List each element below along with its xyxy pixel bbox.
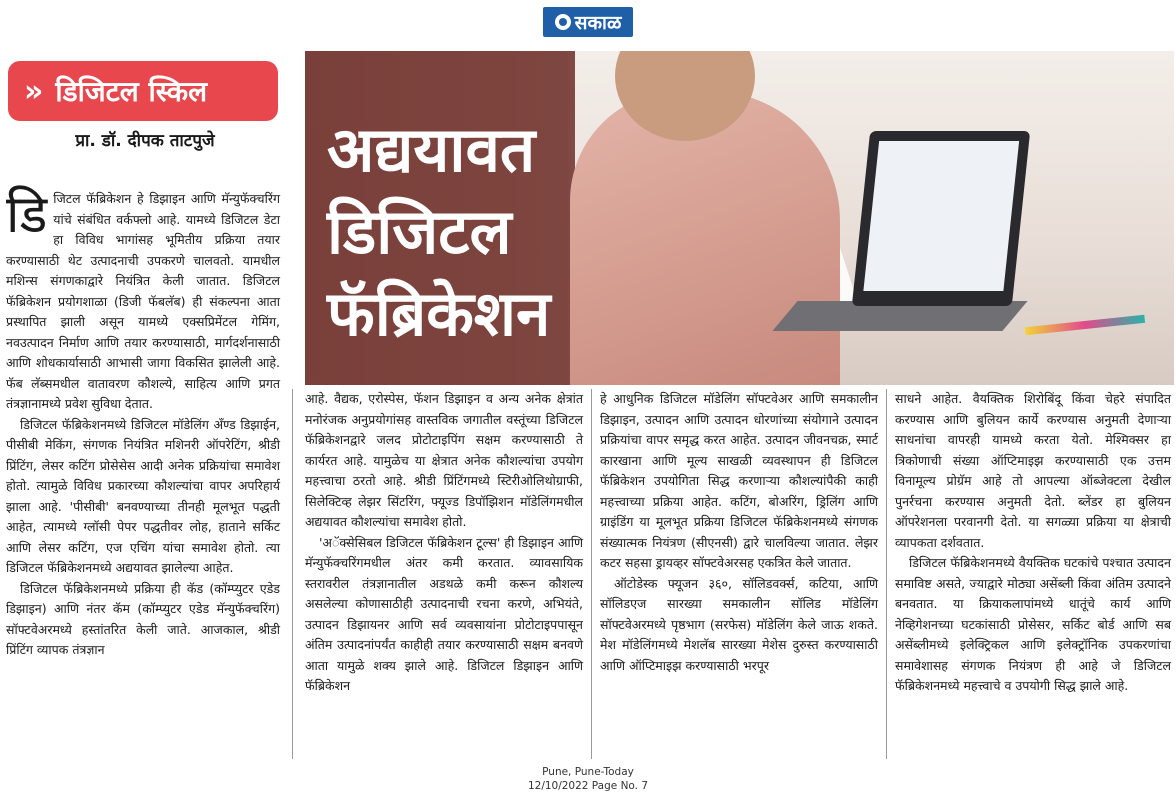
page-footer <box>520 765 656 793</box>
article-paragraph: 'अॅक्सेसिबल डिजिटल फॅब्रिकेशन टूल्स' ही डिझाइन आणि मॅन्युफॅक्चरिंगमधील अंतर कमी करतात. व्यावसायिक स्तरावरील तंत्रज्ञानातील अडथळे कमी करून कौशल्य असलेल्या कोणासाठीही उत्पादनाची रचना करणे, अभियंते, उत्पादन डिझायनर आणि सर्व व्यवसायांना प्रोटोटाइपपासून अंतिम उत्पादनांपर्यंत काहीही तयार करण्यासाठी सक्षम बनवणे आता यामुळे शक्य झाले आहे. डिजिटल डिझाइन आणि फॅब्रिकेशन <box>305 534 583 693</box>
sakal-logo-icon <box>555 14 571 30</box>
footer-date-page: 12/10/2022 Page No. 7 <box>527 780 649 792</box>
masthead-logo <box>543 7 633 37</box>
column-divider <box>292 389 293 759</box>
column-divider <box>591 389 592 759</box>
article-column-2 <box>305 389 583 697</box>
column-tag-label: डिजिटल स्किल <box>55 75 208 108</box>
headline-line-2: डिजिटल <box>327 195 512 268</box>
article-paragraph: साधने आहेत. वैयक्तिक शिरोबिंदू किंवा चेहरे संपादित करण्यास आणि बुलियन कार्ये करण्यास अनुमती देणाऱ्या साधनांचा वापरही यामध्ये करता येतो. मेश्मिक्सर हा त्रिकोणाची संख्या ऑप्टिमाइझ करण्यासाठी एक उत्तम विनामूल्य प्रोग्रॅम आहे तो आपल्या ऑब्जेक्टला देखील पुनर्रचना करण्यास अनुमती देतो. ब्लेंडर हा बुलियन ऑपरेशनला परवानगी देतो. या सगळ्या प्रक्रिया या क्षेत्राची व्यापकता दर्शवतात. <box>895 391 1171 550</box>
article-paragraph <box>6 185 280 415</box>
article-column-4 <box>895 389 1171 697</box>
article-column-3 <box>600 389 878 676</box>
drop-cap: डि <box>6 185 48 245</box>
paragraph-text: जिटल फॅब्रिकेशन हे डिझाइन आणि मॅन्युफॅक्चरिंग यांचे संबंधित वर्कफ्लो आहे. यामध्ये डिजिटल डेटा हा विविध भागांसह भूमितीय प्रक्रिया तयार करण्यासाठी थेट उत्पादनाची उपकरणे चालवतो. यामधील मशिन्स संगणकाद्वारे नियंत्रित केली जातात. डिजिटल फॅब्रिकेशन प्रयोगशाळा (डिजी फॅबलॅब) ही संकल्पना आता प्रस्थापित झाली असून यामध्ये एक्सप्रिमेंटल गेमिंग, नवउत्पादन निर्माण आणि तयार करण्यासाठी, मार्गदर्शनासाठी आणि शोधकार्यासाठी आभासी जागा विकसित झालेली आहे. फॅब लॅब्समधील वातावरण कौशल्ये, साहित्य आणि प्रगत तंत्रज्ञानामध्ये प्रवेश सुविधा देतात. <box>6 191 280 411</box>
headline-photo-panel <box>305 51 1174 385</box>
footer-edition: Pune, Pune-Today <box>542 766 634 778</box>
double-chevron-right-icon: » <box>24 73 44 109</box>
headline <box>327 109 667 355</box>
column-divider <box>886 389 887 759</box>
column-tag <box>8 61 278 121</box>
laptop-display <box>863 141 1019 291</box>
author-byline: प्रा. डॉ. दीपक ताटपुजे <box>75 131 215 151</box>
article-paragraph: डिजिटल फॅब्रिकेशनमध्ये डिजिटल मॉडेलिंग अँण्ड डिझाईन, पीसीबी मेकिंग, संगणक नियंत्रित मशिनरी ऑपरेटिंग, श्रीडी प्रिंटिंग, लेसर कटिंग प्रोसेसेस आदी अनेक प्रक्रियांचा समावेश होतो. त्यामुळे विविध प्रकारच्या कौशल्यांचा वापर अपरिहार्य झाला आहे. 'पीसीबी' बनवण्याच्या तीनही मूलभूत पद्धती आहेत, त्यामध्ये ग्लॉसी पेपर पद्धतीवर लोह, हाताने सर्किट आणि लेसर कटिंग, एज एचिंग यांचा समावेश होतो. त्या डिजिटल फॅब्रिकेशनमध्ये अद्ययावत झालेल्या आहेत. <box>6 416 280 575</box>
article-column-1 <box>6 185 280 661</box>
headline-line-3: फॅब्रिकेशन <box>327 277 551 350</box>
article-paragraph: हे आधुनिक डिजिटल मॉडेलिंग सॉफ्टवेअर आणि समकालीन डिझाइन, उत्पादन आणि उत्पादन धोरणांच्या संयोगाने उत्पादन प्रक्रियांचा वापर समृद्ध करत आहेत. उत्पादन जीवनचक्र, स्मार्ट कारखाना आणि मूल्य साखळी व्यवस्थापन ही डिजिटल फॅब्रिकेशन उपयोगिता सिद्ध करणाऱ्या कौशल्यांपैकी काही महत्त्वाच्या प्रक्रिया आहेत. कटिंग, बोअरिंग, ड्रिलिंग आणि ग्राइंडिंग या मूलभूत प्रक्रिया डिजिटल फॅब्रिकेशनमध्ये संगणक संख्यात्मक नियंत्रण (सीएनसी) द्वारे चालविल्या जातात. लेझर कटर सहसा ड्रायव्हर सॉफ्टवेअरसह एकत्रित केले जातात. <box>600 391 878 570</box>
article-paragraph: ऑटोडेस्क फ्यूजन ३६०, सॉलिडवर्क्स, कटिया, आणि सॉलिडएज सारख्या समकालीन सॉलिड मॉडेलिंग सॉफ्टवेअरमध्ये पृष्ठभाग (सरफेस) मॉडेलिंग केले जाऊ शकते. मेश मॉडेलिंगमध्ये मेशलॅब सारख्या मेशेस दुरुस्त करण्यासाठी आणि ऑप्टिमाइझ करण्यासाठी भरपूर <box>600 575 878 673</box>
headline-line-1: अद्ययावत <box>327 113 536 186</box>
laptop-screen <box>852 131 1030 306</box>
masthead-title: सकाळ <box>574 12 622 34</box>
article-paragraph: आहे. वैद्यक, एरोस्पेस, फॅशन डिझाइन व अन्य अनेक क्षेत्रांत मनोरंजक अनुप्रयोगांसह वास्तविक जगातील वस्तूंच्या डिजिटल फॅब्रिकेशनद्वारे जलद प्रोटोटाइपिंग सक्षम करण्यासाठी ते कार्यरत आहे. यामुळेच या क्षेत्रात अनेक कौशल्यांचा उपयोग महत्त्वाचा ठरतो आहे. श्रीडी प्रिंटिंगमध्ये स्टिरीओलिथोग्राफी, सिलेक्टिव्ह लेझर सिंटरिंग, फ्यूज्ड डिपॉझिशन मॉडेलिंगमधील अद्ययावत कौशल्यांचा समावेश होतो. <box>305 391 583 529</box>
article-paragraph: डिजिटल फॅब्रिकेशनमध्ये वैयक्तिक घटकांचे पश्चात उत्पादन समाविष्ट असते, ज्याद्वारे मोठ्या असेंब्ली किंवा अंतिम उत्पादने बनवतात. या क्रियाकलापांमध्ये धातूंचे कार्य आणि नेव्हिगेशनच्या घटकांसाठी प्रोसेसर, सर्किट बोर्ड आणि सब असेंब्लीमध्ये इलेक्ट्रिकल आणि इलेक्ट्रॉनिक उपकरणांचा समावेशासह संगणक नियंत्रण ही आहे जे डिजिटल फॅब्रिकेशनमध्ये महत्त्वाचे व उपयोगी सिद्ध झाले आहे. <box>895 555 1171 693</box>
article-paragraph: डिजिटल फॅब्रिकेशनमध्ये प्रक्रिया ही कॅड (कॉम्प्युटर एडेड डिझाइन) आणि नंतर कॅम (कॉम्प्युटर एडेड मॅन्युफॅक्चरिंग) सॉफ्टवेअरमध्ये हस्तांतरित केली जाते. आजकाल, श्रीडी प्रिंटिंग व्यापक तंत्रज्ञान <box>6 580 280 657</box>
